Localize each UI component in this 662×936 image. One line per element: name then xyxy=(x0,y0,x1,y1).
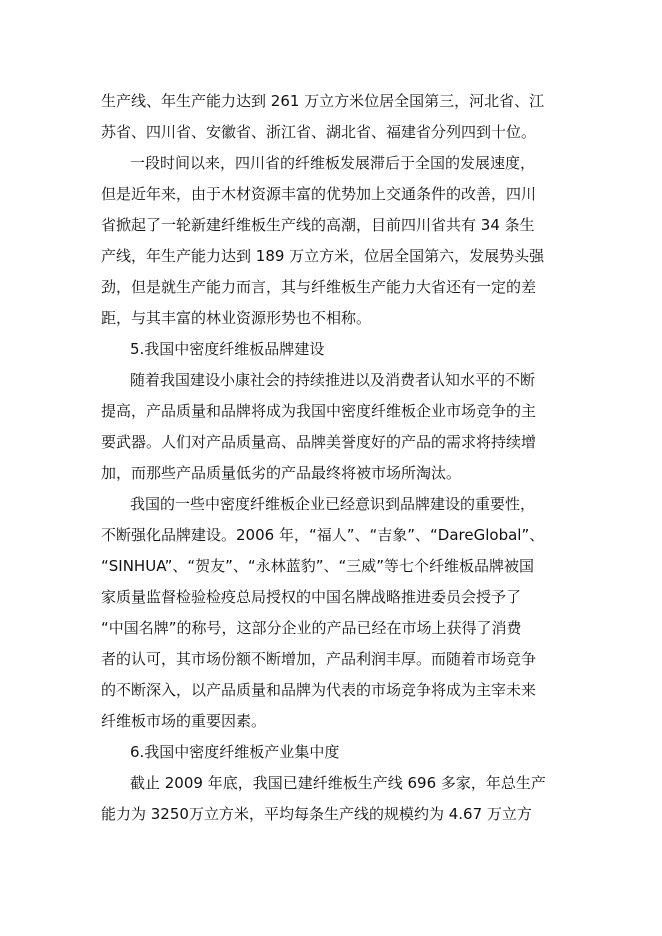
paragraph-first-line: 截止 2009 年底，我国已建纤维板生产线 696 多家，年总生产 xyxy=(130,774,546,792)
section-heading: 5.我国中密度纤维板品牌建设 xyxy=(130,340,325,358)
text-line: 产线，年生产能力达到 189 万立方米，位居全国第六，发展势头强 xyxy=(101,247,545,265)
text-line: 纤维板市场的重要因素。 xyxy=(101,712,267,730)
paragraph-first-line: 随着我国建设小康社会的持续推进以及消费者认知水平的不断 xyxy=(130,371,536,389)
text-line: “SINHUA”、“贺友”、“永林蓝豹”、“三威”等七个纤维板品牌被国 xyxy=(101,557,535,575)
text-line: 省掀起了一轮新建纤维板生产线的高潮，目前四川省共有 34 条生 xyxy=(101,216,535,234)
paragraph-first-line: 我国的一些中密度纤维板企业已经意识到品牌建设的重要性， xyxy=(130,495,536,513)
text-line: 距，与其丰富的林业资源形势也不相称。 xyxy=(101,309,372,327)
text-line: 苏省、四川省、安徽省、浙江省、湖北省、福建省分列四到十位。 xyxy=(101,123,537,141)
text-line: 提高，产品质量和品牌将成为我国中密度纤维板企业市场竞争的主 xyxy=(101,402,537,420)
text-line: 能力为 3250万立方米，平均每条生产线的规模约为 4.67 万立方 xyxy=(101,805,532,823)
text-line: 加，而那些产品质量低劣的产品最终将被市场所淘汰。 xyxy=(101,464,462,482)
text-line: 者的认可，其市场份额不断增加，产品利润丰厚。而随着市场竞争 xyxy=(101,650,537,668)
text-line: 不断强化品牌建设。2006 年，“福人”、“吉象”、“DareGlobal”、 xyxy=(101,526,545,544)
text-line: 要武器。人们对产品质量高、品牌美誉度好的产品的需求将持续增 xyxy=(101,433,537,451)
section-heading: 6.我国中密度纤维板产业集中度 xyxy=(130,743,340,761)
text-line: “中国名牌”的称号，这部分企业的产品已经在市场上获得了消费 xyxy=(101,619,522,637)
text-line: 劲，但是就生产能力而言，其与纤维板生产能力大省还有一定的差 xyxy=(101,278,537,296)
text-line: 但是近年来，由于木材资源丰富的优势加上交通条件的改善，四川 xyxy=(101,185,537,203)
paragraph-first-line: 一段时间以来，四川省的纤维板发展滞后于全国的发展速度， xyxy=(130,154,536,172)
text-line: 生产线、年生产能力达到 261 万立方米位居全国第三，河北省、江 xyxy=(101,92,545,110)
text-line: 家质量监督检验检疫总局授权的中国名牌战略推进委员会授予了 xyxy=(101,588,522,606)
text-line: 的不断深入，以产品质量和品牌为代表的市场竞争将成为主宰未来 xyxy=(101,681,537,699)
